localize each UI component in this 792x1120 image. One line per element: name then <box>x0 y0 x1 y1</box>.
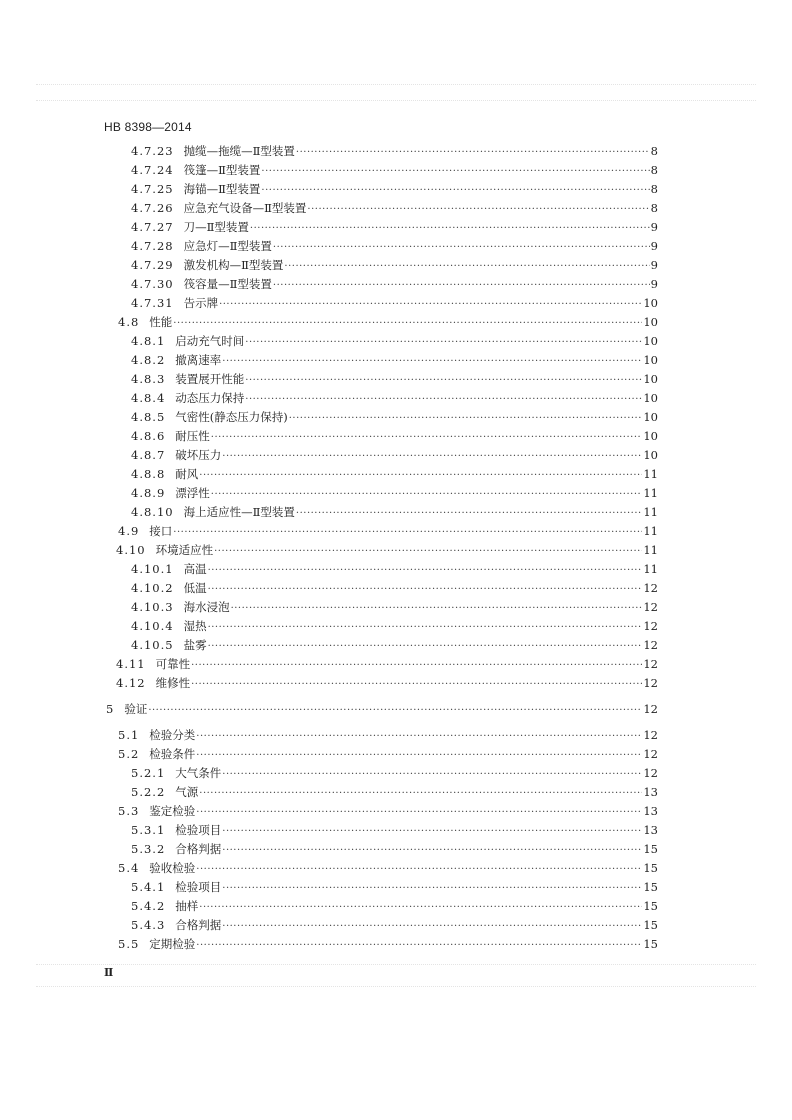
toc-entry[interactable] <box>131 465 658 483</box>
toc-entry[interactable] <box>116 541 658 559</box>
toc-section-number: 4.10.1 <box>131 562 174 576</box>
toc-page-number: 13 <box>643 823 658 837</box>
toc-entry[interactable] <box>131 764 658 782</box>
toc-entry[interactable] <box>131 916 658 934</box>
toc-page-number: 11 <box>643 562 658 576</box>
toc-page-number: 12 <box>643 638 658 652</box>
toc-leader-dots <box>245 334 642 350</box>
toc-section-title: 验证 <box>124 702 148 716</box>
toc-leader-dots <box>199 899 642 915</box>
toc-leader-dots <box>196 937 642 953</box>
toc-section-title: 可靠性 <box>155 657 191 671</box>
toc-section-title: 定期检验 <box>149 937 196 951</box>
scan-speckle <box>36 84 756 86</box>
toc-leader-dots <box>211 429 643 445</box>
toc-section-number: 4.7.23 <box>131 144 174 158</box>
toc-entry[interactable] <box>131 897 658 915</box>
toc-page-number: 9 <box>650 239 658 253</box>
toc-page-number: 10 <box>643 429 658 443</box>
toc-section-number: 4.8.10 <box>131 505 174 519</box>
toc-section-number: 5 <box>106 702 115 716</box>
toc-section-title: 检验项目 <box>175 880 222 894</box>
toc-entry[interactable] <box>131 199 658 217</box>
toc-page-number: 11 <box>643 486 658 500</box>
toc-section-number: 5.5 <box>118 937 140 951</box>
toc-leader-dots <box>284 258 649 274</box>
toc-section-number: 4.8.2 <box>131 353 166 367</box>
toc-section-title: 环境适应性 <box>155 543 214 557</box>
toc-section-number: 4.8.6 <box>131 429 166 443</box>
toc-entry[interactable] <box>118 726 658 744</box>
toc-section-title: 筏容量—Ⅱ型装置 <box>183 277 272 291</box>
toc-section-number: 5.4.1 <box>131 880 166 894</box>
toc-section-number: 4.12 <box>116 676 146 690</box>
toc-page-number: 10 <box>643 334 658 348</box>
toc-section-title: 装置展开性能 <box>175 372 245 386</box>
scan-speckle <box>36 964 756 966</box>
toc-section-number: 4.8.5 <box>131 410 166 424</box>
toc-section-number: 4.10 <box>116 543 146 557</box>
toc-entry[interactable] <box>131 503 658 521</box>
toc-section-title: 气源 <box>175 785 199 799</box>
toc-entry[interactable] <box>118 522 658 540</box>
toc-page-number: 15 <box>643 842 658 856</box>
page-header: HB 8398—2014 <box>104 120 192 134</box>
toc-leader-dots <box>296 144 650 160</box>
toc-entry[interactable] <box>131 598 658 616</box>
toc-page-number: 12 <box>643 600 658 614</box>
toc-section-title: 破坏压力 <box>175 448 222 462</box>
toc-page-number: 12 <box>643 676 658 690</box>
toc-entry[interactable] <box>131 408 658 426</box>
toc-leader-dots <box>222 880 642 896</box>
toc-leader-dots <box>245 391 642 407</box>
toc-section-number: 4.7.28 <box>131 239 174 253</box>
toc-page-number: 10 <box>643 372 658 386</box>
toc-section-number: 5.2 <box>118 747 140 761</box>
toc-section-number: 5.4.3 <box>131 918 166 932</box>
toc-section-title: 接口 <box>149 524 173 538</box>
toc-leader-dots <box>261 163 649 179</box>
toc-section-title: 抛缆—拖缆—Ⅱ型装置 <box>183 144 295 158</box>
toc-leader-dots <box>222 918 642 934</box>
toc-page-number: 15 <box>643 937 658 951</box>
toc-page-number: 15 <box>643 861 658 875</box>
toc-section-title: 合格判据 <box>175 842 222 856</box>
toc-entry[interactable] <box>131 636 658 654</box>
toc-section-title: 海锚—Ⅱ型装置 <box>183 182 261 196</box>
toc-entry[interactable] <box>131 878 658 896</box>
toc-page-number: 12 <box>643 657 658 671</box>
toc-page-number: 15 <box>643 918 658 932</box>
toc-leader-dots <box>307 201 649 217</box>
toc-entry[interactable] <box>131 218 658 236</box>
toc-entry[interactable] <box>131 560 658 578</box>
toc-entry[interactable] <box>131 256 658 274</box>
toc-section-number: 4.7.27 <box>131 220 174 234</box>
toc-page-number: 12 <box>643 581 658 595</box>
toc-entry[interactable] <box>131 370 658 388</box>
toc-section-title: 筏篷—Ⅱ型装置 <box>183 163 261 177</box>
toc-section-number: 4.7.29 <box>131 258 174 272</box>
toc-section-number: 4.8.7 <box>131 448 166 462</box>
toc-page-number: 9 <box>650 277 658 291</box>
toc-section-title: 激发机构—Ⅱ型装置 <box>183 258 284 272</box>
toc-page-number: 8 <box>650 144 658 158</box>
toc-section-title: 刀—Ⅱ型装置 <box>183 220 249 234</box>
toc-entry[interactable] <box>131 180 658 198</box>
toc-section-number: 5.1 <box>118 728 140 742</box>
toc-section-title: 盐雾 <box>183 638 207 652</box>
toc-leader-dots <box>199 467 642 483</box>
toc-page-number: 10 <box>643 391 658 405</box>
toc-page-number: 8 <box>650 182 658 196</box>
toc-entry[interactable] <box>131 389 658 407</box>
toc-section-number: 4.10.2 <box>131 581 174 595</box>
toc-leader-dots <box>199 785 642 801</box>
toc-leader-dots <box>208 581 643 597</box>
toc-section-title: 合格判据 <box>175 918 222 932</box>
toc-page-number: 8 <box>650 201 658 215</box>
toc-section-title: 湿热 <box>183 619 207 633</box>
toc-page-number: 12 <box>643 619 658 633</box>
toc-section-title: 性能 <box>149 315 173 329</box>
toc-entry[interactable] <box>131 783 658 801</box>
toc-leader-dots <box>261 182 649 198</box>
toc-section-number: 4.11 <box>116 657 146 671</box>
toc-section-number: 4.10.5 <box>131 638 174 652</box>
toc-section-number: 4.8.1 <box>131 334 166 348</box>
toc-leader-dots <box>208 619 643 635</box>
toc-section-title: 海上适应性—Ⅱ型装置 <box>183 505 295 519</box>
toc-section-number: 4.7.24 <box>131 163 174 177</box>
toc-section-number: 4.8.3 <box>131 372 166 386</box>
toc-section-title: 应急充气设备—Ⅱ型装置 <box>183 201 307 215</box>
toc-leader-dots <box>231 600 643 616</box>
toc-leader-dots <box>196 728 642 744</box>
toc-leader-dots <box>173 315 642 331</box>
toc-entry[interactable] <box>118 802 658 820</box>
toc-page-number: 9 <box>650 258 658 272</box>
toc-section-title: 检验分类 <box>149 728 196 742</box>
toc-section-number: 5.4.2 <box>131 899 166 913</box>
toc-page-number: 13 <box>643 785 658 799</box>
toc-section-title: 高温 <box>183 562 207 576</box>
toc-section-number: 4.8 <box>118 315 140 329</box>
toc-leader-dots <box>196 804 642 820</box>
toc-section-title: 动态压力保持 <box>175 391 245 405</box>
toc-leader-dots <box>222 448 642 464</box>
toc-leader-dots <box>222 842 642 858</box>
scan-speckle <box>36 986 756 988</box>
toc-entry[interactable] <box>118 745 658 763</box>
toc-page-number: 15 <box>643 880 658 894</box>
scan-speckle <box>36 100 756 102</box>
toc-leader-dots <box>273 277 650 293</box>
toc-page-number: 11 <box>643 467 658 481</box>
toc-section-title: 撤离速率 <box>175 353 222 367</box>
toc-page-number: 10 <box>643 448 658 462</box>
toc-section-number: 4.9 <box>118 524 140 538</box>
toc-page-number: 12 <box>643 702 658 716</box>
toc-page-number: 11 <box>643 543 658 557</box>
toc-section-title: 告示牌 <box>183 296 219 310</box>
toc-leader-dots <box>191 676 642 692</box>
toc-leader-dots <box>196 861 642 877</box>
toc-section-number: 5.3.1 <box>131 823 166 837</box>
toc-page-number: 11 <box>643 505 658 519</box>
toc-entry[interactable] <box>131 351 658 369</box>
toc-leader-dots <box>245 372 642 388</box>
toc-section-title: 鉴定检验 <box>149 804 196 818</box>
toc-section-number: 4.7.31 <box>131 296 174 310</box>
toc-leader-dots <box>214 543 642 559</box>
toc-section-number: 4.10.3 <box>131 600 174 614</box>
toc-section-title: 海水浸泡 <box>183 600 230 614</box>
toc-entry[interactable] <box>106 700 658 718</box>
toc-page-number: 8 <box>650 163 658 177</box>
toc-section-title: 大气条件 <box>175 766 222 780</box>
toc-leader-dots <box>273 239 650 255</box>
toc-entry[interactable] <box>131 579 658 597</box>
toc-leader-dots <box>222 766 642 782</box>
toc-entry[interactable] <box>116 655 658 673</box>
toc-section-number: 5.2.2 <box>131 785 166 799</box>
toc-section-number: 4.7.25 <box>131 182 174 196</box>
toc-entry[interactable] <box>131 142 658 160</box>
toc-section-number: 5.4 <box>118 861 140 875</box>
toc-leader-dots <box>222 823 642 839</box>
toc-page-number: 12 <box>643 766 658 780</box>
toc-section-title: 应急灯—Ⅱ型装置 <box>183 239 272 253</box>
toc-page-number: 10 <box>643 353 658 367</box>
toc-section-number: 5.2.1 <box>131 766 166 780</box>
toc-page-number: 10 <box>643 315 658 329</box>
toc-leader-dots <box>191 657 642 673</box>
toc-section-number: 4.10.4 <box>131 619 174 633</box>
toc-section-number: 4.7.26 <box>131 201 174 215</box>
toc-leader-dots <box>173 524 642 540</box>
toc-entry[interactable] <box>131 617 658 635</box>
page-number: Ⅱ <box>104 967 114 979</box>
toc-leader-dots <box>222 353 642 369</box>
toc-section-title: 抽样 <box>175 899 199 913</box>
toc-leader-dots <box>219 296 642 312</box>
toc-leader-dots <box>296 505 642 521</box>
toc-page-number: 13 <box>643 804 658 818</box>
toc-page-number: 15 <box>643 899 658 913</box>
toc-entry[interactable] <box>131 427 658 445</box>
toc-leader-dots <box>196 747 642 763</box>
toc-section-number: 4.8.9 <box>131 486 166 500</box>
toc-page-number: 9 <box>650 220 658 234</box>
toc-section-number: 5.3 <box>118 804 140 818</box>
toc-entry[interactable] <box>131 332 658 350</box>
toc-section-title: 维修性 <box>155 676 191 690</box>
toc-entry[interactable] <box>118 935 658 953</box>
toc-section-title: 耐压性 <box>175 429 210 443</box>
toc-section-number: 5.3.2 <box>131 842 166 856</box>
toc-section-title: 启动充气时间 <box>175 334 245 348</box>
toc-section-title: 气密性(静态压力保持) <box>175 410 288 424</box>
toc-page-number: 12 <box>643 728 658 742</box>
toc-entry[interactable] <box>131 161 658 179</box>
toc-entry[interactable] <box>131 294 658 312</box>
toc-section-title: 检验条件 <box>149 747 196 761</box>
toc-entry[interactable] <box>118 859 658 877</box>
toc-leader-dots <box>208 562 643 578</box>
toc-entry[interactable] <box>131 821 658 839</box>
toc-section-title: 验收检验 <box>149 861 196 875</box>
toc-section-title: 检验项目 <box>175 823 222 837</box>
toc-section-title: 低温 <box>183 581 207 595</box>
toc-entry[interactable] <box>131 237 658 255</box>
toc-entry[interactable] <box>131 446 658 464</box>
toc-section-number: 4.7.30 <box>131 277 174 291</box>
toc-page-number: 10 <box>643 410 658 424</box>
toc-leader-dots <box>250 220 650 236</box>
toc-section-title: 漂浮性 <box>175 486 210 500</box>
toc-entry[interactable] <box>131 840 658 858</box>
toc-section-number: 4.8.8 <box>131 467 166 481</box>
toc-leader-dots <box>211 486 643 502</box>
toc-leader-dots <box>208 638 643 654</box>
toc-section-title: 耐风 <box>175 467 199 481</box>
toc-page-number: 12 <box>643 747 658 761</box>
toc-leader-dots <box>289 410 643 426</box>
toc-entry[interactable] <box>131 484 658 502</box>
toc-page-number: 10 <box>643 296 658 310</box>
toc-section-number: 4.8.4 <box>131 391 166 405</box>
toc-entry[interactable] <box>131 275 658 293</box>
toc-leader-dots <box>148 702 642 718</box>
toc-page-number: 11 <box>643 524 658 538</box>
toc-entry[interactable] <box>118 313 658 331</box>
toc-entry[interactable] <box>116 674 658 692</box>
